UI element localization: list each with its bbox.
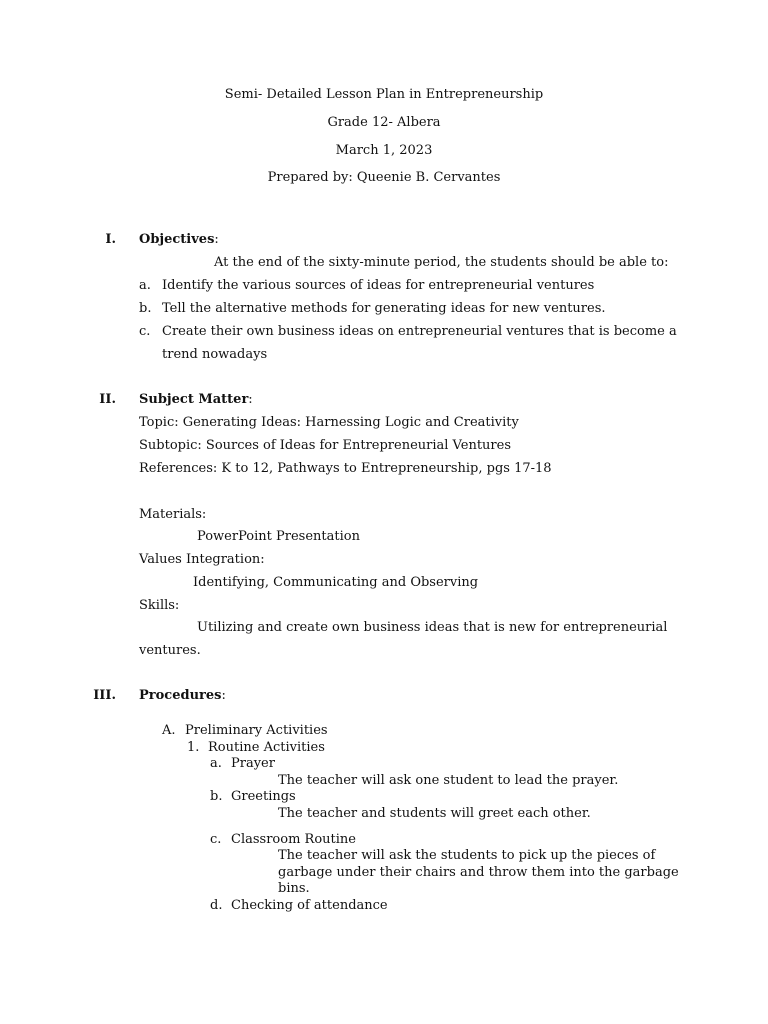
prepared-by: Prepared by: Queenie B. Cervantes [267, 170, 501, 185]
skills-value: Utilizing and create own business ideas that is new for entrepreneurial [197, 620, 668, 635]
references-line: References: K to 12, Pathways to Entrepreneurship, pgs 17-18 [139, 461, 552, 476]
section-numeral-objectives: I. [105, 232, 116, 247]
section-heading-procedures: Procedures: [139, 688, 226, 703]
section-heading-subject-matter: Subject Matter: [139, 392, 253, 407]
routine-marker-b: b. [210, 789, 223, 804]
routine-title-classroom: Classroom Routine [231, 832, 356, 847]
values-integration-label: Values Integration: [139, 552, 265, 567]
objectives-intro: At the end of the sixty-minute period, the students should be able to: [214, 255, 669, 270]
procedure-routine-activities: Routine Activities [208, 740, 325, 755]
document-title: Semi- Detailed Lesson Plan in Entrepreneurship [224, 87, 544, 102]
skills-value-continued: ventures. [139, 643, 201, 658]
section-numeral-subject-matter: II. [99, 392, 116, 407]
routine-desc-greetings: The teacher and students will greet each other. [278, 806, 591, 821]
routine-desc-classroom-line1: The teacher will ask the students to pick up the pieces of [278, 848, 656, 863]
routine-title-greetings: Greetings [231, 789, 296, 804]
subtopic-line: Subtopic: Sources of Ideas for Entrepreneurial Ventures [139, 438, 511, 453]
section-heading-objectives: Objectives: [139, 232, 219, 247]
procedure-marker-a: A. [162, 723, 176, 738]
objective-text-b: Tell the alternative methods for generating ideas for new ventures. [162, 301, 606, 316]
objective-text-c-continued: trend nowadays [162, 347, 268, 362]
routine-title-attendance: Checking of attendance [231, 898, 388, 913]
routine-title-prayer: Prayer [231, 756, 275, 771]
procedure-marker-1: 1. [187, 740, 200, 755]
lesson-date: March 1, 2023 [335, 143, 433, 158]
topic-line: Topic: Generating Ideas: Harnessing Logic and Creativity [139, 415, 519, 430]
materials-value: PowerPoint Presentation [197, 529, 360, 544]
routine-marker-c: c. [210, 832, 222, 847]
procedure-preliminary-activities: Preliminary Activities [185, 723, 328, 738]
skills-label: Skills: [139, 598, 180, 613]
routine-marker-a: a. [210, 756, 222, 771]
routine-marker-d: d. [210, 898, 223, 913]
objective-marker-c: c. [139, 324, 151, 339]
section-numeral-procedures: III. [93, 688, 116, 703]
routine-desc-classroom-line2: garbage under their chairs and throw them into the garbage [278, 865, 679, 880]
grade-section: Grade 12- Albera [327, 115, 441, 130]
materials-label: Materials: [139, 507, 207, 522]
values-integration-value: Identifying, Communicating and Observing [193, 575, 479, 590]
objective-text-c: Create their own business ideas on entrepreneurial ventures that is become a [162, 324, 677, 339]
routine-desc-prayer: The teacher will ask one student to lead the prayer. [278, 773, 619, 788]
objective-marker-b: b. [139, 301, 152, 316]
objective-marker-a: a. [139, 278, 151, 293]
objective-text-a: Identify the various sources of ideas for entrepreneurial ventures [162, 278, 595, 293]
routine-desc-classroom-line3: bins. [278, 881, 310, 896]
